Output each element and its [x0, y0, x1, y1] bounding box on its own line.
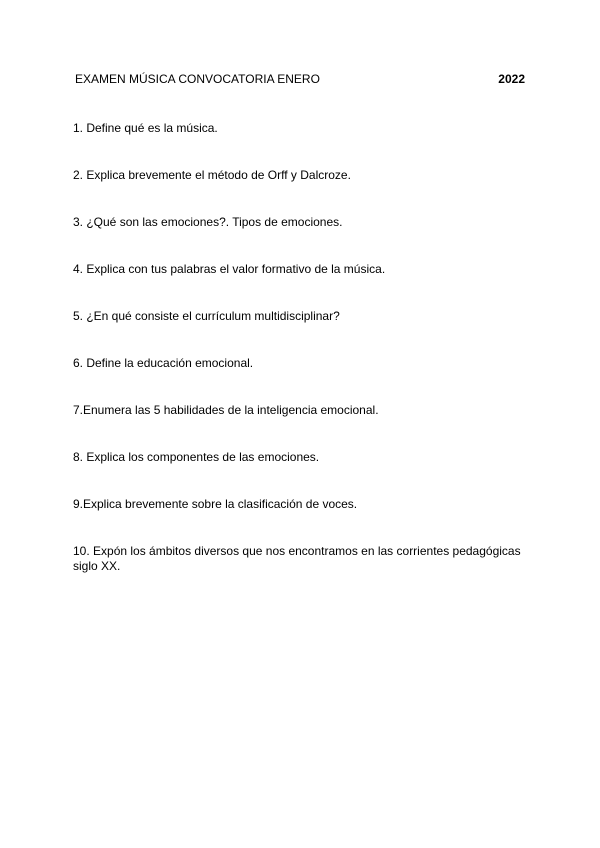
question-item: 2. Explica brevemente el método de Orff y Dalcroze. [73, 168, 351, 182]
exam-year: 2022 [498, 72, 525, 86]
question-list [73, 121, 533, 606]
question-item: 8. Explica los componentes de las emociones. [73, 450, 320, 464]
question-item: 9.Explica brevemente sobre la clasificación de voces. [73, 497, 358, 511]
exam-title: EXAMEN MÚSICA CONVOCATORIA ENERO [75, 72, 320, 86]
question-item: 6. Define la educación emocional. [73, 356, 254, 370]
question-item: 7.Enumera las 5 habilidades de la inteligencia emocional. [73, 403, 379, 417]
question-item: 5. ¿En qué consiste el currículum multidisciplinar? [73, 309, 340, 323]
question-item: 3. ¿Qué son las emociones?. Tipos de emociones. [73, 215, 343, 229]
question-item: 4. Explica con tus palabras el valor formativo de la música. [73, 262, 386, 276]
exam-header [75, 72, 525, 88]
question-item: 1. Define qué es la música. [73, 121, 218, 135]
question-item: 10. Expón los ámbitos diversos que nos encontramos en las corrientes pedagógicas siglo XX. [73, 544, 521, 573]
